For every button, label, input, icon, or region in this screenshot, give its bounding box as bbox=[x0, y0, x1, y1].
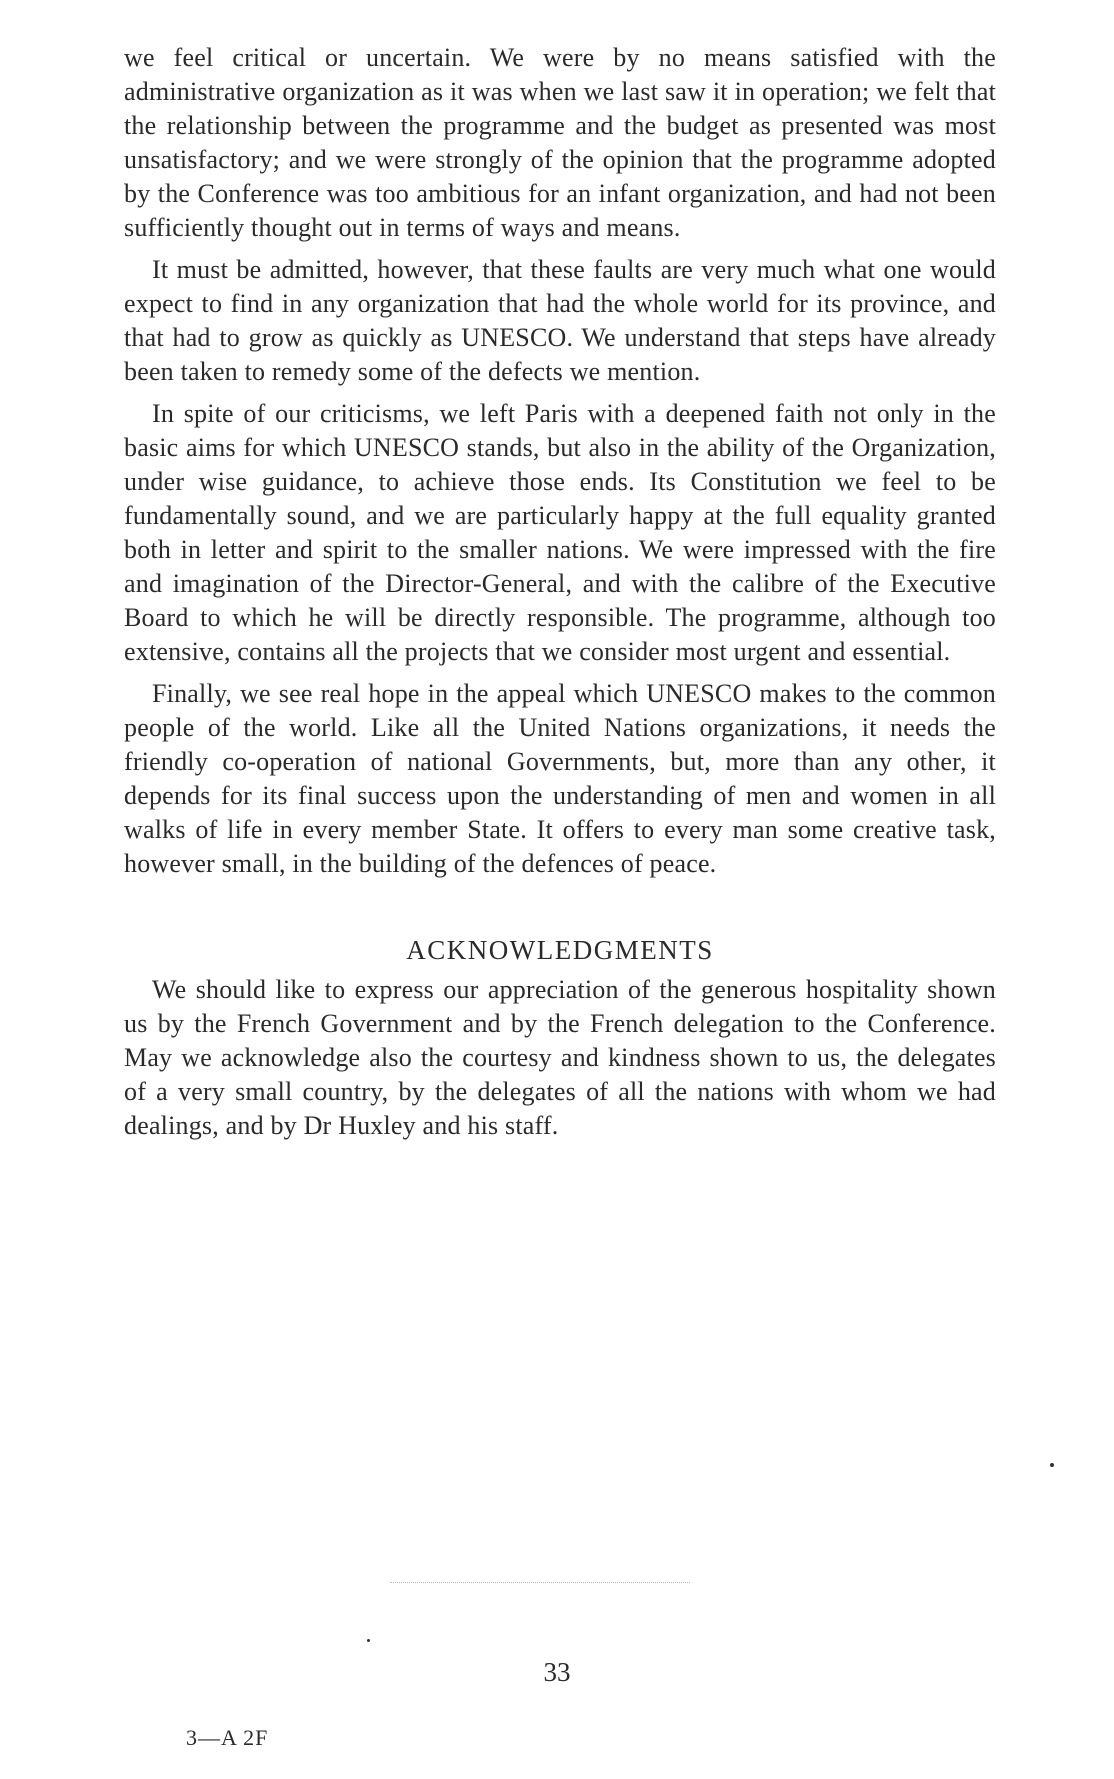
acknowledgments-heading: ACKNOWLEDGMENTS bbox=[406, 935, 714, 965]
print-speck bbox=[367, 1639, 370, 1642]
paragraph-4: Finally, we see real hope in the appeal which UNESCO makes to the common people of the world. Like all the United Nations organizations, it needs the friendly co-operation of national Governments, but, more than any other, it depends for its final success upon the understanding of men and women in all walks of life in every member State. It offers to every man some creative task, however small, in the building of the defences of peace. bbox=[124, 679, 996, 878]
page-number: 33 bbox=[543, 1657, 571, 1687]
paragraph-3: In spite of our criticisms, we left Paris with a deepened faith not only in the basic aims for which UNESCO stands, but also in the ability of the Organization, under wise guidance, to achieve those ends. Its Constitution we feel to be fundamentally sound, and we are particularly happy at the full equality granted both in letter and spirit to the smaller nations. We were impressed with the fire and imagination of the Director-General, and with the calibre of the Executive Board to which he will be directly responsible. The programme, although too extensive, contains all the projects that we consider most urgent and essential. bbox=[124, 399, 996, 666]
acknowledgments-paragraph: We should like to express our appreciation of the generous hospitality shown us by the French Government and by the French delegation to the Conference. May we acknowledge also the courtesy and kindness shown to us, the delegates of a very small country, by the delegates of all the nations with whom we had dealings, and by Dr Huxley and his staff. bbox=[124, 975, 996, 1140]
paragraph-1: we feel critical or uncertain. We were by no means satisfied with the administrative organization as it was when we last saw it in operation; we felt that the relationship between the programme and the budget as presented was most unsatisfactory; and we were strongly of the opinion that the programme adopted by the Conference was too ambitious for an infant organization, and had not been sufficiently thought out in terms of ways and means. bbox=[124, 43, 996, 242]
print-speck bbox=[1050, 1463, 1054, 1467]
footer-divider bbox=[390, 1582, 690, 1583]
page-body bbox=[124, 41, 996, 1151]
printer-signature-mark: 3—A 2F bbox=[186, 1725, 269, 1750]
paragraph-2: It must be admitted, however, that these faults are very much what one would expect to find in any organization that had the whole world for its province, and that had to grow as quickly as UNESCO. We understand that steps have already been taken to remedy some of the defects we mention. bbox=[124, 255, 996, 386]
